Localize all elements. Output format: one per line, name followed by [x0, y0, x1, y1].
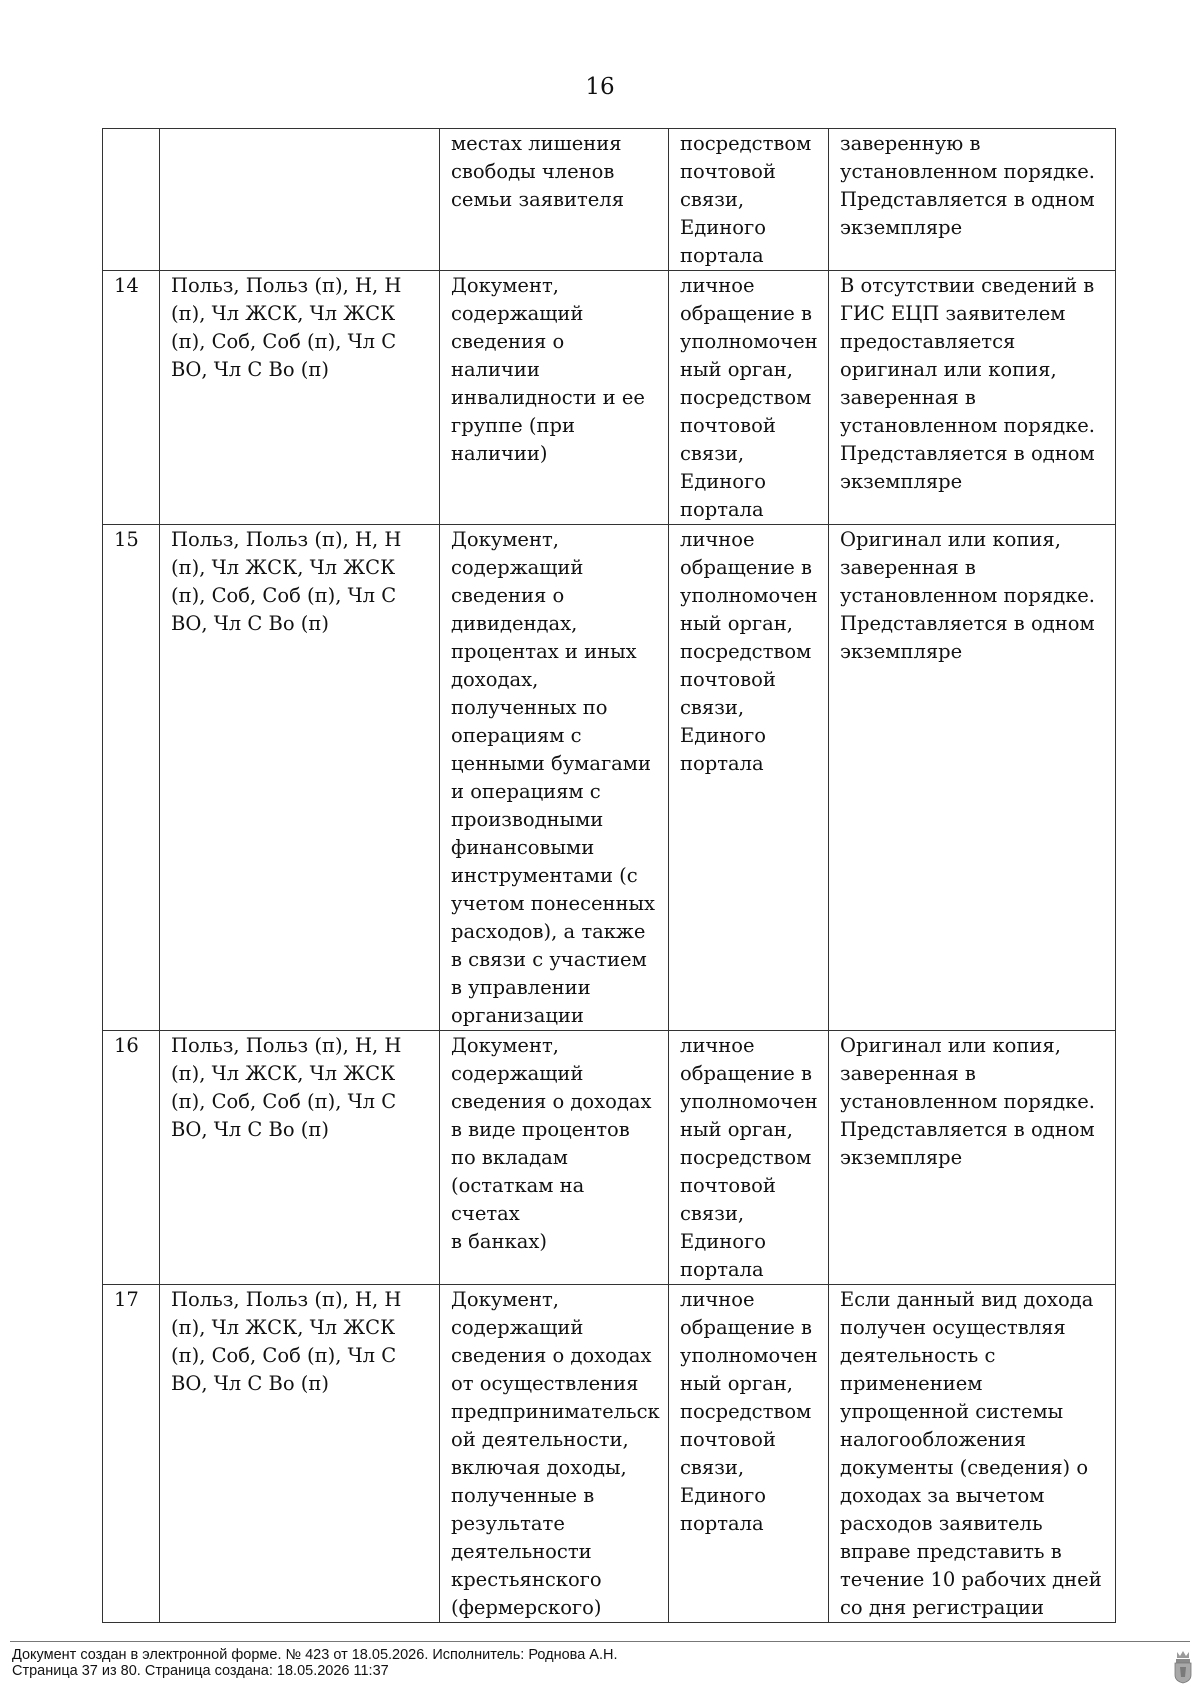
- applicant-categories-cell: Польз, Польз (п), Н, Н (п), Чл ЖСК, Чл ЖСК (п), Соб, Соб (п), Чл С ВО, Чл С Во (п): [160, 271, 440, 525]
- page-number: 16: [585, 74, 615, 100]
- table-row: [103, 1285, 1116, 1623]
- notes-cell: Если данный вид дохода получен осуществляя деятельность с применением упрощенной системы налогообложения документы (сведения) о доходах за вычетом расходов заявитель вправе представить в течение 10 рабочих дней со дня регистрации: [829, 1285, 1116, 1623]
- notes-cell: заверенную в установленном порядке. Представляется в одном экземпляре: [829, 129, 1116, 271]
- applicant-categories-cell: Польз, Польз (п), Н, Н (п), Чл ЖСК, Чл ЖСК (п), Соб, Соб (п), Чл С ВО, Чл С Во (п): [160, 525, 440, 1031]
- table-row: [103, 271, 1116, 525]
- document-name-cell: Документ, содержащий сведения о доходах в виде процентов по вкладам (остаткам на счетах в банках): [440, 1031, 669, 1285]
- row-number-cell: 16: [103, 1031, 160, 1285]
- applicant-categories-cell: Польз, Польз (п), Н, Н (п), Чл ЖСК, Чл ЖСК (п), Соб, Соб (п), Чл С ВО, Чл С Во (п): [160, 1031, 440, 1285]
- table-row: [103, 129, 1116, 271]
- submission-method-cell: личное обращение в уполномочен ный орган, посредством почтовой связи, Единого портала: [669, 271, 829, 525]
- document-name-cell: Документ, содержащий сведения о дивидендах, процентах и иных доходах, полученных по операциям с ценными бумагами и операциям с производными финансовыми инструментами (с учетом понесенных расходов), а также в связи с участием в управлении организации: [440, 525, 669, 1031]
- footer-page-info: Страница 37 из 80. Страница создана: 18.05.2026 11:37: [12, 1663, 389, 1679]
- applicant-categories-cell: Польз, Польз (п), Н, Н (п), Чл ЖСК, Чл ЖСК (п), Соб, Соб (п), Чл С ВО, Чл С Во (п): [160, 1285, 440, 1623]
- notes-cell: Оригинал или копия, заверенная в установленном порядке. Представляется в одном экземпляре: [829, 1031, 1116, 1285]
- row-number-cell: 17: [103, 1285, 160, 1623]
- table-row: [103, 525, 1116, 1031]
- document-name-cell: Документ, содержащий сведения о наличии инвалидности и ее группе (при наличии): [440, 271, 669, 525]
- document-name-cell: Документ, содержащий сведения о доходах от осуществления предпринимательск ой деятельности, включая доходы, полученные в результате деятельности крестьянского (фермерского): [440, 1285, 669, 1623]
- applicant-categories-cell: [160, 129, 440, 271]
- row-number-cell: [103, 129, 160, 271]
- row-number-cell: 14: [103, 271, 160, 525]
- footer-document-info: Документ создан в электронной форме. № 423 от 18.05.2026. Исполнитель: Роднова А.Н.: [12, 1647, 618, 1663]
- submission-method-cell: личное обращение в уполномочен ный орган, посредством почтовой связи, Единого портала: [669, 1285, 829, 1623]
- documents-table: [102, 128, 1116, 1623]
- document-name-cell: местах лишения свободы членов семьи заявителя: [440, 129, 669, 271]
- row-number-cell: 15: [103, 525, 160, 1031]
- notes-cell: В отсутствии сведений в ГИС ЕЦП заявителем предоставляется оригинал или копия, заверенная в установленном порядке. Представляется в одном экземпляре: [829, 271, 1116, 525]
- submission-method-cell: посредством почтовой связи, Единого портала: [669, 129, 829, 271]
- coat-of-arms-icon: [1173, 1650, 1193, 1684]
- footer-divider: [10, 1641, 1190, 1642]
- table-row: [103, 1031, 1116, 1285]
- submission-method-cell: личное обращение в уполномочен ный орган, посредством почтовой связи, Единого портала: [669, 525, 829, 1031]
- document-footer: [12, 1647, 618, 1679]
- submission-method-cell: личное обращение в уполномочен ный орган, посредством почтовой связи, Единого портала: [669, 1031, 829, 1285]
- notes-cell: Оригинал или копия, заверенная в установленном порядке. Представляется в одном экземпляре: [829, 525, 1116, 1031]
